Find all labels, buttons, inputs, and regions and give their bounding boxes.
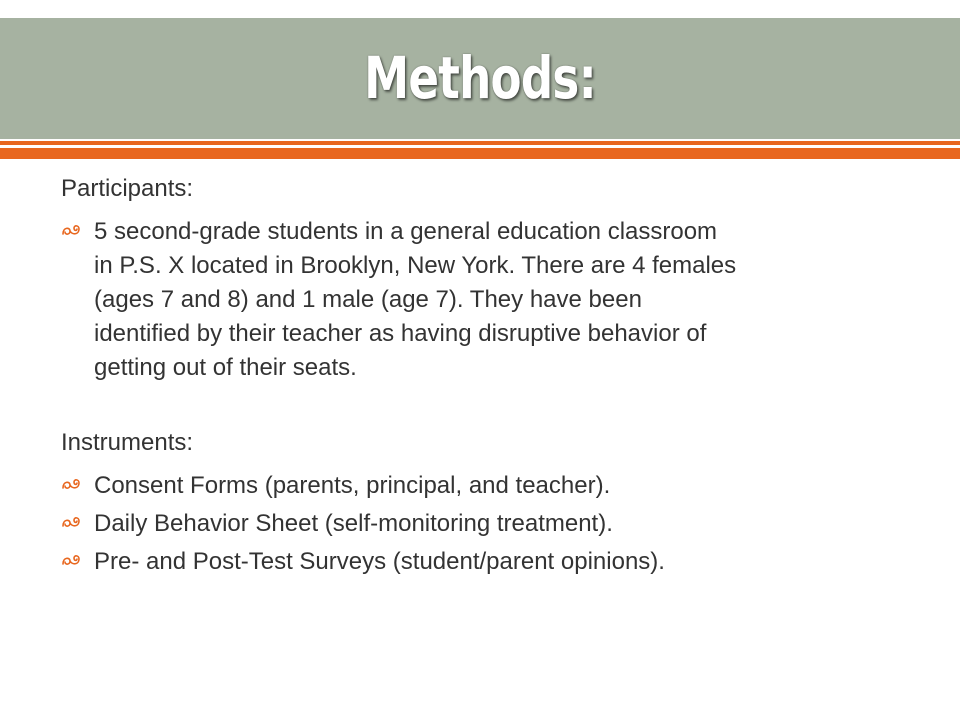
scroll-swirl-bullet-icon bbox=[61, 223, 81, 239]
scroll-swirl-bullet-icon bbox=[61, 515, 81, 531]
instrument-item-consent-forms bbox=[61, 469, 921, 503]
instruments-heading: Instruments: bbox=[61, 429, 194, 456]
instrument-text: Pre- and Post-Test Surveys (student/parent opinions). bbox=[94, 548, 665, 575]
accent-stripe-thin bbox=[0, 141, 960, 145]
instrument-item-surveys bbox=[61, 545, 921, 579]
participants-heading: Participants: bbox=[61, 175, 194, 202]
instrument-item-daily-behavior-sheet bbox=[61, 507, 921, 541]
participants-line-3: (ages 7 and 8) and 1 male (age 7). They have been bbox=[94, 286, 642, 313]
participants-bullet bbox=[61, 215, 921, 385]
participants-line-1: 5 second-grade students in a general education classroom bbox=[94, 218, 718, 245]
section-spacer bbox=[61, 385, 921, 426]
slide-body bbox=[61, 172, 921, 579]
scroll-swirl-bullet-icon bbox=[61, 553, 81, 569]
participants-line-2: in P.S. X located in Brooklyn, New York. There are 4 females bbox=[94, 252, 737, 279]
instrument-text: Daily Behavior Sheet (self-monitoring treatment). bbox=[94, 510, 613, 537]
accent-stripe-thick bbox=[0, 148, 960, 159]
scroll-swirl-bullet-icon bbox=[61, 477, 81, 493]
instrument-text: Consent Forms (parents, principal, and teacher). bbox=[94, 472, 611, 499]
slide-title: Methods: bbox=[364, 44, 596, 112]
participants-line-4: identified by their teacher as having disruptive behavior of bbox=[94, 320, 707, 347]
participants-line-5: getting out of their seats. bbox=[94, 354, 357, 381]
